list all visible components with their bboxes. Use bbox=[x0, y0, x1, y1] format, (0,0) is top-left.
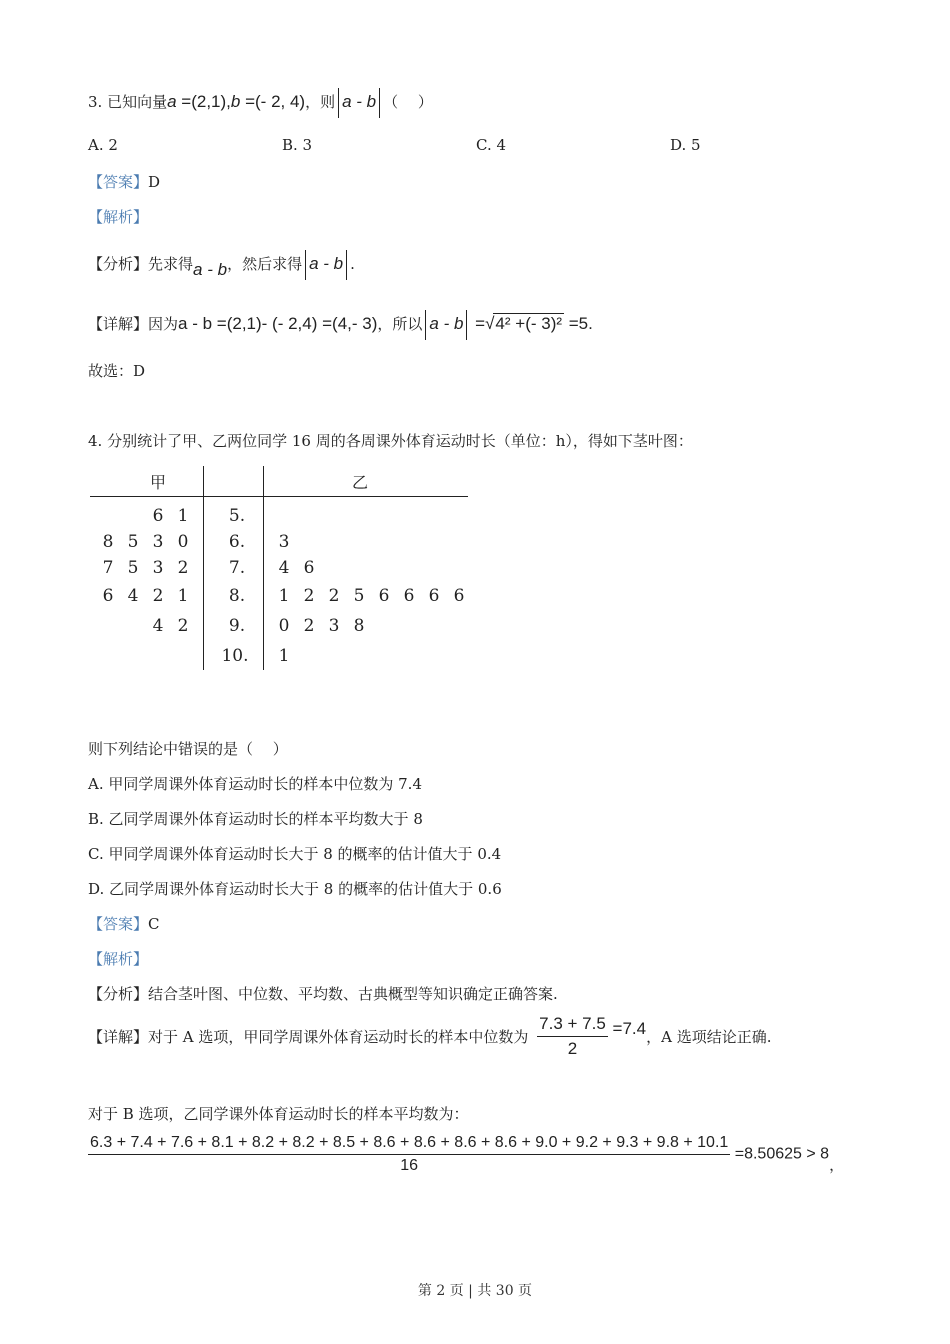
q4-stem: 4. 分别统计了甲、乙两位同学 16 周的各周课外体育运动时长（单位：h），得如下茎叶图： bbox=[88, 432, 693, 450]
vector-a: a bbox=[167, 92, 177, 111]
header-divider bbox=[90, 496, 468, 497]
abs-bar-icon bbox=[466, 310, 467, 340]
right-header: 乙 bbox=[352, 473, 369, 492]
abs-bar-icon bbox=[305, 250, 306, 280]
q3-conclusion: 故选：D bbox=[88, 362, 146, 380]
q4-mean-formula: 6.3 + 7.4 + 7.6 + 8.1 + 8.2 + 8.2 + 8.5 + 8.6 + 8.6 + 8.6 + 8.6 + 9.0 + 9.2 + 9.3 + 9.8 + 10.1 16 =8.50625 > 8， bbox=[90, 1134, 845, 1174]
answer-value: D bbox=[148, 173, 161, 191]
abs-bar-icon bbox=[425, 310, 426, 340]
detail-expression: a - b =(2,1)- (- 2,4) =(4,- 3) bbox=[178, 314, 378, 333]
abs-bar-icon bbox=[346, 250, 347, 280]
right-divider bbox=[263, 466, 264, 670]
q4-option-b: B. 乙同学周课外体育运动时长的样本平均数大于 8 bbox=[88, 810, 423, 828]
q3-option-a: A. 2 bbox=[88, 136, 118, 154]
q3-detail: 【详解】因为a - b =(2,1)- (- 2,4) =(4,- 3)，所以 a - b =√4² +(- 3)² =5. bbox=[88, 310, 593, 340]
answer-tag: 【答案】 bbox=[88, 173, 149, 191]
page-footer: 第 2 页 | 共 30 页 bbox=[417, 1283, 533, 1299]
q3-fenxi: 【分析】先求得a - b，然后求得 a - b . bbox=[88, 250, 355, 280]
sqrt-icon: √ bbox=[485, 314, 495, 333]
q4-answer bbox=[88, 913, 160, 934]
mean-fraction: 6.3 + 7.4 + 7.6 + 8.1 + 8.2 + 8.2 + 8.5 + 8.6 + 8.6 + 8.6 + 8.6 + 9.0 + 9.2 + 9.3 + 9.8 + 10.1 16 bbox=[90, 1134, 729, 1174]
left-divider bbox=[203, 466, 204, 670]
q3-stem: 3. 已知向量a =(2,1),b =(- 2, 4)，则 a - b （ ） bbox=[88, 88, 433, 118]
answer-tag: 【答案】 bbox=[88, 915, 149, 933]
q4-detail-b: 对于 B 选项，乙同学课外体育运动时长的样本平均数为： bbox=[88, 1105, 469, 1123]
left-header: 甲 bbox=[150, 473, 167, 492]
q4-fenxi: 【分析】结合茎叶图、中位数、平均数、古典概型等知识确定正确答案. bbox=[88, 985, 558, 1003]
q3-option-c: C. 4 bbox=[476, 136, 507, 154]
q4-option-c: C. 甲同学周课外体育运动时长大于 8 的概率的估计值大于 0.4 bbox=[88, 845, 502, 863]
q4-question: 则下列结论中错误的是（ ） bbox=[88, 740, 288, 758]
q3-analysis-tag: 【解析】 bbox=[88, 208, 149, 226]
vector-b: b bbox=[230, 92, 241, 111]
q4-detail-a: 【详解】对于 A 选项，甲同学周课外体育运动时长的样本中位数为 $\frac{7.3 + 7.5}{2}$ =7.4，A 选项结论正确. bbox=[88, 1014, 772, 1058]
abs-expression: a - b bbox=[342, 92, 377, 111]
q3-option-b: B. 3 bbox=[282, 136, 313, 154]
q4-option-d: D. 乙同学周课外体育运动时长大于 8 的概率的估计值大于 0.6 bbox=[88, 880, 502, 898]
q3-option-d: D. 5 bbox=[670, 136, 701, 154]
q4-analysis-tag: 【解析】 bbox=[88, 950, 149, 968]
answer-value: C bbox=[148, 915, 160, 933]
abs-bar-icon bbox=[338, 88, 339, 118]
q4-option-a: A. 甲同学周课外体育运动时长的样本中位数为 7.4 bbox=[88, 775, 422, 793]
q3-answer bbox=[88, 171, 160, 192]
abs-bar-icon bbox=[379, 88, 380, 118]
median-fraction: $\frac{7.3 + 7.5}{2}$ bbox=[539, 1014, 606, 1058]
